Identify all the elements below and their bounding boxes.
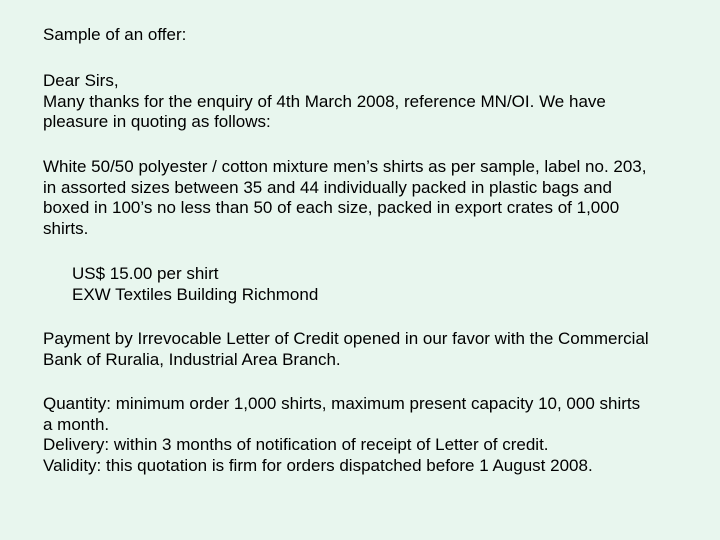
quantity-line: a month. (43, 414, 110, 434)
intro-line: pleasure in quoting as follows: (43, 112, 271, 131)
quantity-line: Quantity: minimum order 1,000 shirts, maximum present capacity 10, 000 shirts (43, 394, 641, 413)
product-line: shirts. (43, 218, 89, 238)
offer-heading (43, 25, 703, 46)
greeting-line: Dear Sirs, (43, 71, 119, 90)
quantity-delivery-validity (43, 394, 703, 476)
product-description (43, 157, 703, 239)
incoterm-line: EXW Textiles Building Richmond (72, 284, 319, 304)
validity-line: Validity: this quotation is firm for orders dispatched before 1 August 2008. (43, 455, 593, 475)
product-line: boxed in 100’s no less than 50 of each size, packed in export crates of 1,000 (43, 198, 620, 217)
price-terms (72, 264, 720, 305)
delivery-line: Delivery: within 3 months of notification of receipt of Letter of credit. (43, 435, 549, 454)
payment-line: Payment by Irrevocable Letter of Credit opened in our favor with the Commercial (43, 329, 649, 348)
intro-paragraph (43, 71, 703, 133)
price-line: US$ 15.00 per shirt (72, 264, 219, 283)
intro-line: Many thanks for the enquiry of 4th March 2008, reference MN/OI. We have (43, 91, 606, 111)
payment-terms (43, 329, 703, 370)
payment-line: Bank of Ruralia, Industrial Area Branch. (43, 349, 341, 369)
product-line: in assorted sizes between 35 and 44 individually packed in plastic bags and (43, 177, 612, 197)
product-line: White 50/50 polyester / cotton mixture men’s shirts as per sample, label no. 203, (43, 157, 647, 176)
heading-line: Sample of an offer: (43, 25, 187, 44)
